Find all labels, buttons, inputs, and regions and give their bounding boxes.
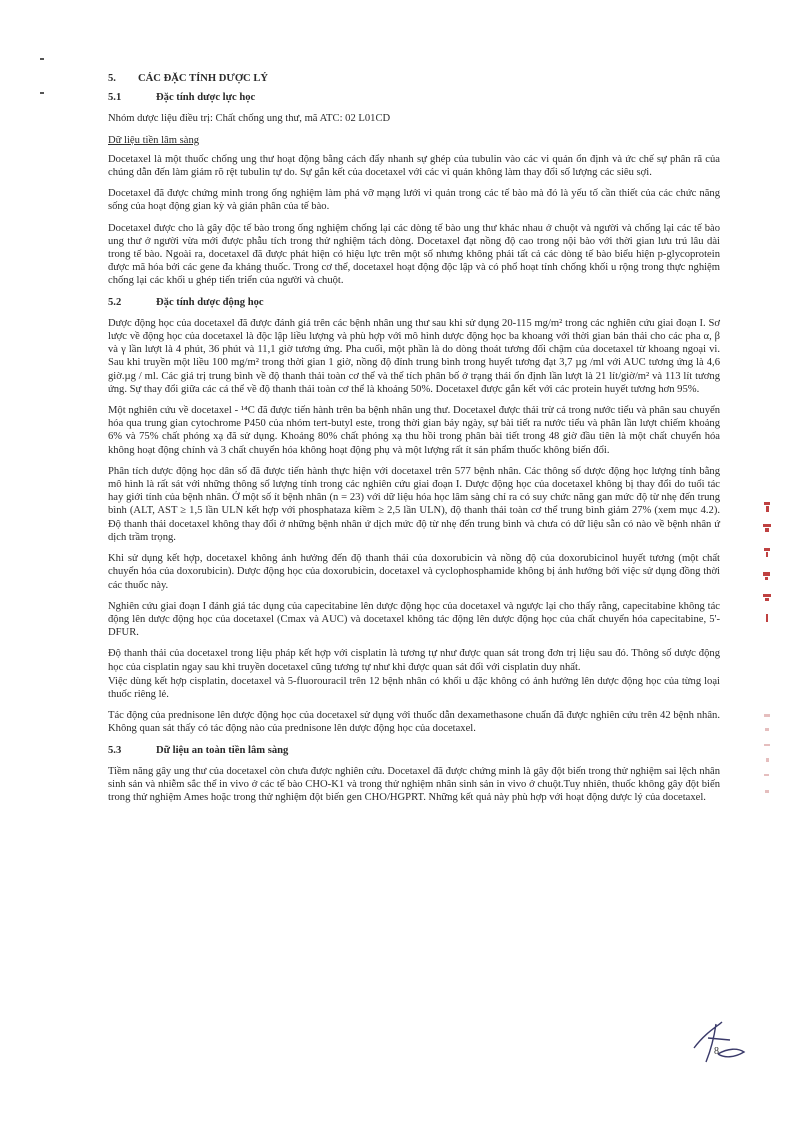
section-number: 5. <box>108 73 116 84</box>
preclinical-heading: Dữ liệu tiền lâm sàng <box>108 134 200 146</box>
paragraph: Docetaxel được cho là gây độc tế bào trong ống nghiệm chống lại các dòng tế bào ung thư khác nhau ở chuột và người và chống lại các tế bào ung thư ở người vừa mới được phẫu tích trong thử nghiệm tách dòng. Docetaxel đạt nồng độ cao trong nội bào với thời gian lưu trú lâu dài trong tế bào. Ngoài ra, docetaxel đã được phát hiện có hiệu lực trên một số nhưng không phải tất cả các dòng tế bào biểu hiện p-glycoprotein được mã hóa bởi các gene đa kháng thuốc. Trong cơ thể, docetaxel hoạt động độc lập và có phổ hoạt tính chống khối u rộng trong thực nghiệm chống lại các khối u ghép tiến triển của người và chuột. <box>108 222 720 287</box>
paragraph: Nghiên cứu giai đoạn I đánh giá tác dụng của capecitabine lên dược động học của docetaxel và ngược lại cho thấy rằng, capecitabine không tác động lên dược động học của docetaxel (Cmax và AUC) và docetaxel không tác động lên dược động học của chất chuyển hóa capecitabine, 5'-DFUR. <box>108 600 720 639</box>
page-number: 8 <box>714 1046 719 1057</box>
paragraph: Khi sử dụng kết hợp, docetaxel không ảnh hưởng đến độ thanh thải của doxorubicin và nồng độ của doxorubicinol huyết tương (một chất chuyển hóa của doxorubicin). Dược động học của doxorubicin, docetaxel và cyclophosphamide không bị ảnh hưởng bởi việc sử dụng đồng thời các thuốc này. <box>108 553 720 591</box>
subsection-title: Đặc tính dược lực học <box>156 92 256 104</box>
subsection-number: 5.3 <box>108 744 122 756</box>
signature-initials <box>688 1018 748 1066</box>
section-heading <box>108 72 720 85</box>
subsection-number: 5.2 <box>108 296 122 308</box>
subsection-heading <box>108 744 720 757</box>
paragraph: Độ thanh thải của docetaxel trong liệu pháp kết hợp với cisplatin là tương tự như được quan sát trong đơn trị liệu sau đó. Thông số dược động học của cisplatin ngay sau khi truyền docetaxel cũng tương tự như khi được quan sát đối với cisplatin duy nhất. <box>108 648 720 673</box>
subsection-title: Đặc tính dược động học <box>156 296 264 308</box>
subsection-title: Dữ liệu an toàn tiền lâm sàng <box>156 744 289 756</box>
paragraph: Dược động học của docetaxel đã được đánh giá trên các bệnh nhân ung thư sau khi sử dụng 20-115 mg/m² trong các nghiên cứu giai đoạn I. Sơ lược về động học của docetaxel là độc lập liều lượng và phù hợp với mô hình dược động học ba khoang với thời gian bán thải cho các pha α, β và γ lần lượt là 4 phút, 36 phút và 11,1 giờ tương ứng. Pha cuối, một phần là do dòng thoát tương đối chậm của docetaxel từ khoang ngoại vi. Sau khi truyền một liều 100 mg/m² trong thời gian 1 giờ, nồng độ đỉnh trung bình trong huyết tương đạt 3,7 µg /ml với AUC tương ứng là 4,6 giờ.µg / ml. Các giá trị trung bình về độ thanh thải toàn cơ thể và thể tích phân bố ở trạng thái ổn định lần lượt là 21 lít/giờ/m² và 113 lít tương ứng. Sự thay đổi giữa các cá thể về độ thanh thải toàn cơ thể là khoảng 50%. Docetaxel được gắn kết với các protein huyết tương hơn 95%. <box>108 317 720 395</box>
paragraph: Tiềm năng gây ung thư của docetaxel còn chưa được nghiên cứu. Docetaxel đã được chứng minh là gây đột biến trong thử nghiệm sai lệch nhân sinh sản và nhiễm sắc thể in vivo ở các tế bào CHO-K1 và trong thử nghiệm nhân sinh sản in vivo ở chuột.Tuy nhiên, thuốc không gây đột biến trong thử nghiệm Ames hoặc trong thử nghiệm đột biến gen CHO/HGPRT. Những kết quả này phù hợp với hoạt động dược lý của docetaxel. <box>108 765 720 804</box>
subsection-heading <box>108 91 720 104</box>
scan-mark <box>40 58 44 60</box>
margin-stamp-faint <box>760 710 774 807</box>
section-title: CÁC ĐẶC TÍNH DƯỢC LÝ <box>138 73 269 84</box>
subsection-number: 5.1 <box>108 92 122 104</box>
paragraph: Docetaxel đã được chứng minh trong ống nghiệm làm phá vỡ mạng lưới vi quản trong các tế bào mà đó là yếu tố cần thiết của các chức năng sống của hoạt động gian kỳ và gián phân của tế bào. <box>108 188 720 213</box>
atc-group: Nhóm dược liệu điều trị: Chất chống ung thư, mã ATC: 02 L01CD <box>108 113 391 125</box>
margin-stamp-marks <box>760 500 774 638</box>
subsection-heading <box>108 296 720 309</box>
scan-mark <box>40 92 44 94</box>
paragraph: Docetaxel là một thuốc chống ung thư hoạt động bằng cách đẩy nhanh sự ghép của tubulin vào các vi quản ổn định và ức chế sự phân rã của chúng dẫn đến làm giảm rõ rệt tubulin tự do. Sự gắn kết của docetaxel với các vi quản không làm thay đổi số lượng các siêu sợi. <box>108 153 720 179</box>
document-page <box>108 72 720 812</box>
paragraph: Việc dùng kết hợp cisplatin, docetaxel và 5-fluorouracil trên 12 bệnh nhân có khối u đặc không có ảnh hưởng lên dược động học của từng loại thuốc riêng lẻ. <box>108 675 720 700</box>
paragraph: Một nghiên cứu về docetaxel - ¹⁴C đã được tiến hành trên ba bệnh nhân ung thư. Docetaxel được thải trừ cả trong nước tiểu và phân sau chuyển hóa qua trung gian cytochrome P450 của nhóm tert-butyl este, trong thời gian bảy ngày, sự bài tiết ra nước tiểu và phân lần lượt chiếm khoảng 6% và 75% chất phóng xạ đã sử dụng. Khoảng 80% chất phóng xạ thu hồi trong phân bài tiết trong 48 giờ đầu tiên là một chất chuyển hóa không hoạt động chính và 3 chất chuyển hóa không hoạt động phụ và một lượng rất ít sản phẩm thuốc không biến đổi. <box>108 405 720 456</box>
paragraph: Phân tích dược động học dân số đã được tiến hành thực hiện với docetaxel trên 577 bệnh nhân. Các thông số dược động học lượng tính bằng mô hình là rất sát với những thông số lượng tính trong các nghiên cứu giai đoạn I. Dược động học của docetaxel không bị thay đổi do tuổi tác hay giới tính của bệnh nhân. Ở một số ít bệnh nhân (n = 23) với dữ liệu hóa học lâm sàng chỉ ra có suy chức năng gan mức độ từ nhẹ đến trung bình (ALT, AST ≥ 1,5 lần ULN kết hợp với phosphataza kiềm ≥ 2,5 lần ULN), độ thanh thải toàn cơ thể trung bình giảm 27% (xem mục 4.2). Độ thanh thải docetaxel không thay đổi ở những bệnh nhân ứ dịch mức độ từ nhẹ đến trung bình và chưa có dữ liệu sẵn có nào về bệnh nhân ứ dịch trầm trọng. <box>108 465 720 543</box>
stamp-glyphs <box>760 500 774 630</box>
paragraph: Tác động của prednisone lên dược động học của docetaxel sử dụng với thuốc dẫn dexamethasone chuẩn đã được nghiên cứu trên 42 bệnh nhân. Không quan sát thấy có tác động nào của prednisone lên dược động học của docetaxel. <box>108 710 720 735</box>
faint-stamp-glyphs <box>760 710 774 800</box>
